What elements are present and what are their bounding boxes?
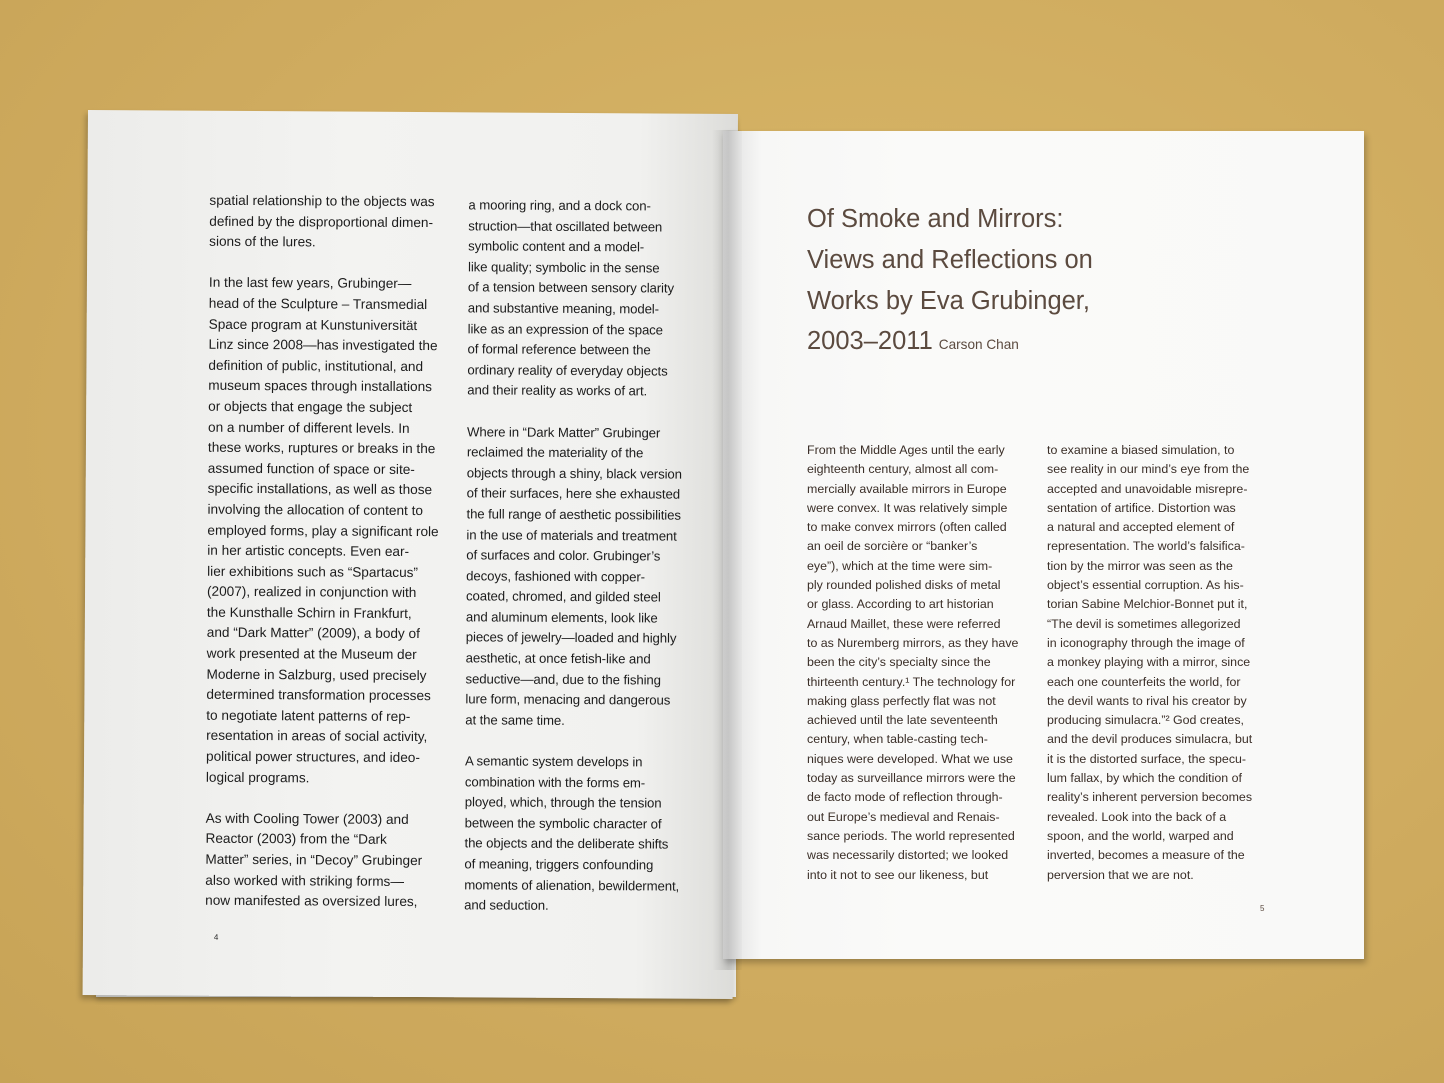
text-line: perversion that we are not. <box>1047 867 1194 882</box>
article-title <box>807 199 1327 366</box>
text-line: lure form, menacing and dangerous <box>465 691 671 708</box>
right-column-2 <box>1047 441 1282 885</box>
text-line: mercially available mirrors in Europe <box>807 481 1007 496</box>
text-line: defined by the disproportional dimen- <box>209 213 434 230</box>
text-line: reality’s inherent perversion becomes <box>1047 790 1253 805</box>
text-line: the devil wants to rival his creator by <box>1047 693 1247 708</box>
text-line: and “Dark Matter” (2009), a body of <box>206 625 420 642</box>
text-line: A semantic system develops in <box>464 753 643 770</box>
right-column-1 <box>807 441 1042 885</box>
text-line: object’s essential corruption. As his- <box>1047 578 1244 593</box>
text-line: museum spaces through installations <box>208 378 433 395</box>
text-line: thirteenth century.¹ The technology for <box>807 674 1016 689</box>
text-line: “The devil is sometimes allegorized <box>1047 616 1241 631</box>
page-number-left: 4 <box>213 932 219 942</box>
text-line: de facto mode of reflection through- <box>807 790 1003 805</box>
text-line: like as an expression of the space <box>467 320 663 338</box>
text-line: struction—that oscillated between <box>468 217 663 235</box>
text-line: assumed function of space or site- <box>207 460 415 477</box>
text-line: in iconography through the image of <box>1047 635 1245 650</box>
text-line: and the devil produces simulacra, but <box>1047 732 1253 747</box>
text-line: Space program at Kunstuniversität <box>208 316 418 333</box>
text-line: Linz since 2008—has investigated the <box>208 336 438 354</box>
text-line: and aluminum elements, look like <box>465 609 658 626</box>
text-line: was necessarily distorted; we looked <box>807 848 1009 863</box>
text-line: of formal reference between the <box>467 341 651 358</box>
text-line: into it not to see our likeness, but <box>807 867 989 882</box>
text-line: Moderne in Salzburg, used precisely <box>206 666 427 683</box>
text-line: symbolic content and a model- <box>468 238 645 255</box>
text-line: As with Cooling Tower (2003) and <box>205 810 409 827</box>
text-line: and seduction. <box>464 897 549 914</box>
text-line: and their reality as works of art. <box>467 382 648 399</box>
text-line: eye”), which at the time were sim- <box>807 558 993 573</box>
text-line: were convex. It was relatively simple <box>807 500 1008 515</box>
text-line: been the city’s specialty since the <box>807 655 991 670</box>
text-line: seductive—and, due to the fishing <box>465 670 661 688</box>
text-line: a natural and accepted element of <box>1047 520 1235 535</box>
text-line: on a number of different levels. In <box>208 419 410 436</box>
text-line: century, when table-casting tech- <box>807 732 988 747</box>
text-line: the Kunsthalle Schirn in Frankfurt, <box>206 604 412 621</box>
paragraph-break <box>467 401 712 423</box>
text-line: niques were developed. What we use <box>807 751 1013 766</box>
text-line: see reality in our mind’s eye from the <box>1047 462 1250 477</box>
text-line: between the symbolic character of <box>464 815 662 832</box>
text-line: spoon, and the world, warped and <box>1047 828 1234 843</box>
text-line: aesthetic, at once fetish-like and <box>465 650 651 667</box>
text-line: an oeil de sorcière or “banker’s <box>807 539 978 554</box>
text-line: objects through a shiny, black version <box>466 465 682 482</box>
text-line: or glass. According to art historian <box>807 597 994 612</box>
paragraph-break <box>206 788 456 810</box>
text-line: Where in “Dark Matter” Grubinger <box>466 423 661 441</box>
text-line: In the last few years, Grubinger— <box>208 275 412 292</box>
text-line: moments of alienation, bewilderment, <box>464 876 680 894</box>
text-line: or objects that engage the subject <box>208 398 413 415</box>
text-line: to examine a biased simulation, to <box>1047 443 1235 457</box>
text-line: representation. The world’s falsifica- <box>1047 539 1245 554</box>
text-line: Matter” series, in “Decoy” Grubinger <box>205 851 423 869</box>
title-line <box>807 321 1327 366</box>
text-line: of a tension between sensory clarity <box>467 279 675 296</box>
text-line: the objects and the deliberate shifts <box>464 835 669 852</box>
text-line: also worked with striking forms— <box>205 872 405 889</box>
text-line: sions of the lures. <box>209 233 316 250</box>
text-line: to make convex mirrors (often called <box>807 520 1007 535</box>
text-line: torian Sabine Melchior-Bonnet put it, <box>1047 597 1248 612</box>
text-line: coated, chromed, and gilded steel <box>465 588 661 605</box>
text-line: definition of public, institutional, and <box>208 357 424 374</box>
text-line: ployed, which, through the tension <box>464 794 662 811</box>
text-line: to as Nuremberg mirrors, as they have <box>807 635 1019 650</box>
text-line: employed forms, play a significant role <box>207 522 439 539</box>
text-line: accepted and unavoidable misrepre- <box>1047 481 1248 496</box>
text-line: tion by the mirror was seen as the <box>1047 558 1233 573</box>
text-line: reclaimed the materiality of the <box>466 444 644 461</box>
text-line: of meaning, triggers confounding <box>464 856 654 873</box>
text-line: logical programs. <box>205 769 310 785</box>
text-line: of their surfaces, here she exhausted <box>466 485 681 502</box>
text-line: at the same time. <box>465 712 565 728</box>
text-line: lum fallax, by which the condition of <box>1047 771 1242 786</box>
left-page <box>83 110 738 999</box>
text-line: resentation in areas of social activity, <box>206 728 428 745</box>
text-line: work presented at the Museum der <box>206 645 417 663</box>
text-line: political power structures, and ideo- <box>206 748 420 766</box>
text-line: combination with the forms em- <box>464 773 646 791</box>
text-line: these works, ruptures or breaks in the <box>207 439 436 457</box>
text-line: pieces of jewelry—loaded and highly <box>465 629 677 647</box>
title-years: 2003–2011 <box>807 327 933 356</box>
text-line: out Europe’s medieval and Renais- <box>807 809 1000 824</box>
text-line: eighteenth century, almost all com- <box>807 462 999 477</box>
text-line: to negotiate latent patterns of rep- <box>206 707 411 724</box>
title-line: Works by Eva Grubinger, <box>807 286 1090 315</box>
text-line: in her artistic concepts. Even ear- <box>207 542 410 560</box>
text-line: specific installations, as well as those <box>207 481 433 498</box>
text-line: in the use of materials and treatment <box>466 526 677 544</box>
text-line: Arnaud Maillet, these were referred <box>807 616 1001 631</box>
text-line: each one counterfeits the world, for <box>1047 674 1241 689</box>
text-line: spatial relationship to the objects was <box>209 192 435 210</box>
text-line: achieved until the late seventeenth <box>807 713 998 728</box>
text-line: determined transformation processes <box>206 686 431 704</box>
text-line: like quality; symbolic in the sense <box>468 259 660 276</box>
text-line: inverted, becomes a measure of the <box>1047 848 1245 863</box>
text-line: ordinary reality of everyday objects <box>467 362 668 379</box>
text-line: (2007), realized in conjunction with <box>207 584 417 601</box>
text-line: Reactor (2003) from the “Dark <box>205 831 387 848</box>
text-line: making glass perfectly flat was not <box>807 693 996 708</box>
text-line: the full range of aesthetic possibilities <box>466 506 681 523</box>
right-page <box>723 131 1364 959</box>
text-line: decoys, fashioned with copper- <box>466 568 646 585</box>
text-line: head of the Sculpture – Transmedial <box>208 295 428 313</box>
paragraph-break <box>465 731 710 753</box>
title-line: Views and Reflections on <box>807 245 1093 274</box>
text-line: now manifested as oversized lures, <box>205 892 418 910</box>
text-line: lier exhibitions such as “Spartacus” <box>207 563 419 580</box>
text-line: From the Middle Ages until the early <box>807 443 1005 457</box>
paragraph-break <box>209 253 459 275</box>
text-line: producing simulacra.”² God creates, <box>1047 713 1244 728</box>
title-line: Of Smoke and Mirrors: <box>807 205 1064 233</box>
text-line: sance periods. The world represented <box>807 828 1015 843</box>
text-line: and substantive meaning, model- <box>467 300 660 317</box>
text-line: ply rounded polished disks of metal <box>807 578 1001 593</box>
text-line: a mooring ring, and a dock con- <box>468 197 651 214</box>
page-number-right: 5 <box>1260 904 1265 913</box>
text-line: involving the allocation of content to <box>207 501 423 518</box>
left-column-1 <box>205 191 459 913</box>
text-line: revealed. Look into the back of a <box>1047 809 1227 824</box>
text-line: a monkey playing with a mirror, since <box>1047 655 1251 670</box>
book-gutter <box>712 130 742 970</box>
left-column-2 <box>464 195 713 917</box>
text-line: of surfaces and color. Grubinger’s <box>466 547 661 564</box>
author-name: Carson Chan <box>938 337 1019 353</box>
text-line: it is the distorted surface, the specu- <box>1047 751 1247 766</box>
text-line: sentation of artifice. Distortion was <box>1047 500 1236 515</box>
text-line: today as surveillance mirrors were the <box>807 771 1016 786</box>
